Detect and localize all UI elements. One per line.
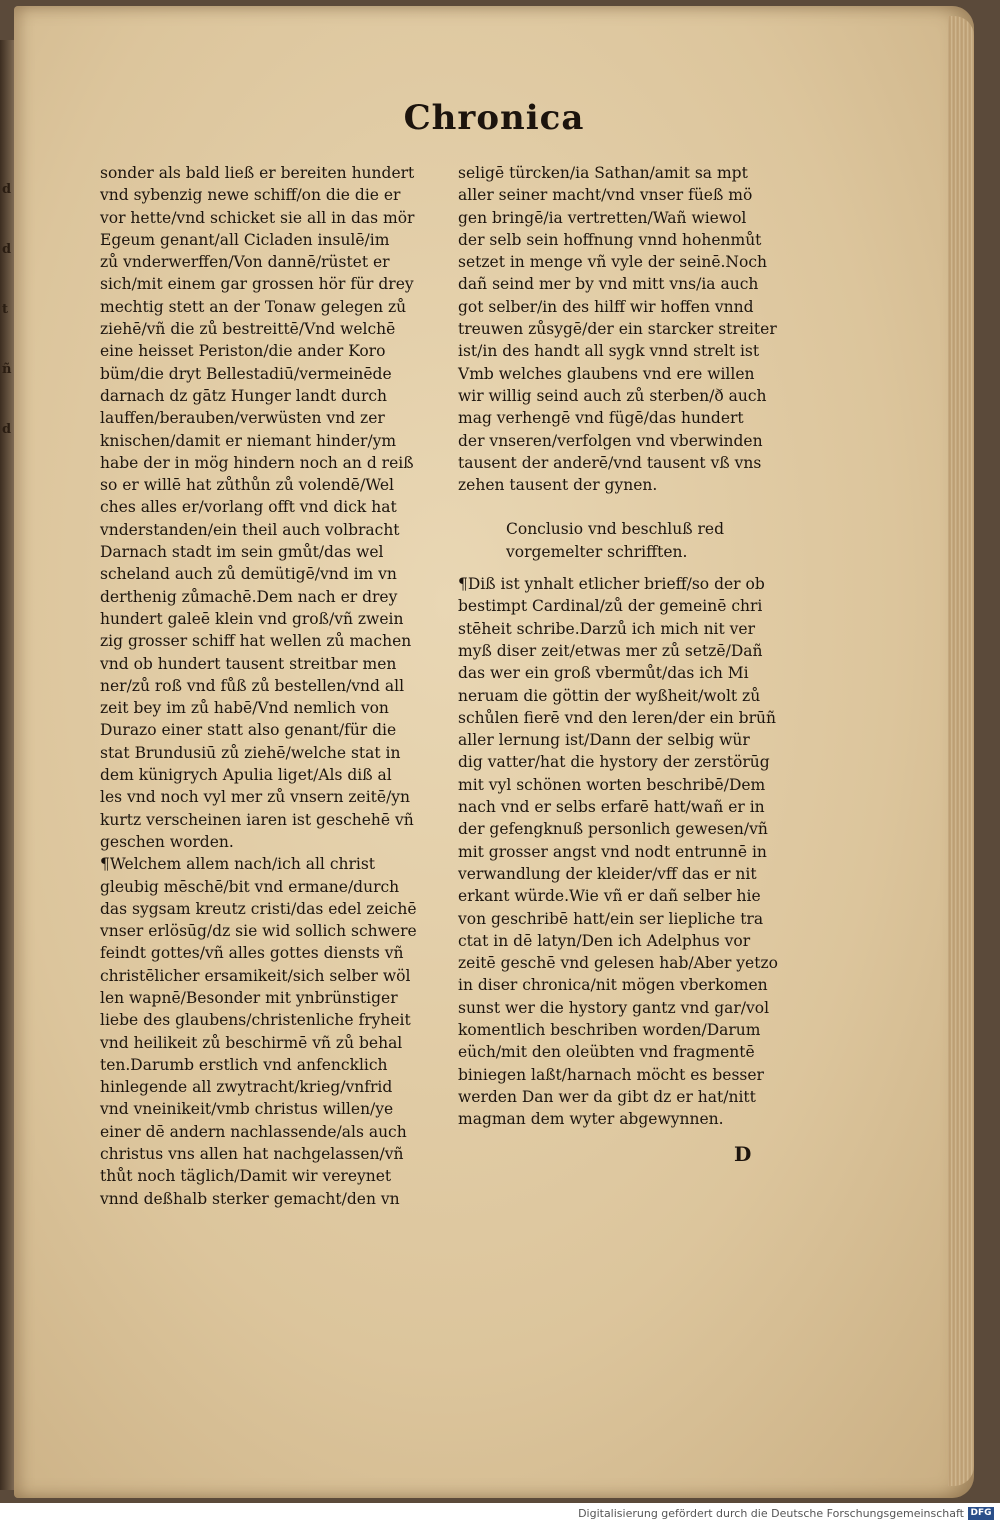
text-line: habe der in mög hindern noch an d reiß: [100, 453, 414, 472]
text-line: bestimpt Cardinal/zů der gemeinē chri: [458, 597, 763, 616]
left-text-column: [100, 162, 450, 1210]
text-line: Durazo einer statt also genant/für die: [100, 721, 397, 740]
text-line: vnser erlösūg/dz sie wid sollich schwere: [100, 922, 417, 941]
text-line: dañ seind mer by vnd mitt vns/ia auch: [458, 275, 759, 294]
text-line: christēlicher ersamikeit/sich selber wöl: [100, 966, 411, 985]
text-line: der gefengknuß personlich gewesen/vñ: [458, 820, 768, 839]
edge-fragment: t: [2, 302, 9, 317]
text-line: das wer ein groß vbermůt/das ich Mi: [458, 664, 749, 683]
text-line: mit grosser angst vnd nodt entrunnē in: [458, 842, 767, 861]
text-line: scheland auch zů demütigē/vnd im vn: [100, 565, 397, 584]
text-line: zig grosser schiff hat wellen zů machen: [100, 632, 412, 651]
text-line: feindt gottes/vñ alles gottes diensts vñ: [100, 944, 404, 963]
text-line: vnd sybenzig newe schiff/on die die er: [100, 186, 401, 205]
text-line: so er willē hat zůthůn zů volendē/Wel: [100, 476, 394, 495]
right-text-column: [458, 162, 808, 1130]
text-line: gen bringē/ia vertretten/Wañ wiewol: [458, 208, 747, 227]
text-line: in diser chronica/nit mögen vberkomen: [458, 976, 768, 995]
text-line: von geschribē hatt/ein ser liepliche tra: [458, 909, 764, 928]
text-line: vnnd deßhalb sterker gemacht/den vn: [100, 1189, 400, 1208]
edge-fragment: ñ: [2, 362, 12, 377]
text-line: zů vnderwerffen/Von dannē/rüstet er: [100, 253, 390, 272]
text-line: werden Dan wer da gibt dz er hat/nitt: [458, 1087, 756, 1106]
text-line: lauffen/berauben/verwüsten vnd zer: [100, 409, 385, 428]
text-line: einer dē andern nachlassende/als auch: [100, 1122, 407, 1141]
text-line: büm/die dryt Bellestadiū/vermeinēde: [100, 364, 392, 383]
text-line: gleubig mēschē/bit vnd ermane/durch: [100, 877, 400, 896]
text-line: seligē türcken/ia Sathan/amit sa mpt: [458, 164, 748, 182]
text-line: ctat in dē latyn/Den ich Adelphus vor: [458, 931, 751, 950]
text-line: len wapnē/Besonder mit ynbrünstiger: [100, 988, 398, 1007]
text-line: thůt noch täglich/Damit wir vereynet: [100, 1167, 392, 1186]
text-line: dem künigrych Apulia liget/Als diß al: [100, 766, 392, 785]
text-line: tausent der anderē/vnd tausent vß vns: [458, 453, 762, 472]
edge-fragment: d: [2, 422, 12, 437]
right-column-top-text: [458, 162, 808, 496]
text-line: ¶Diß ist ynhalt etlicher brieff/so der ob: [458, 575, 765, 594]
text-line: vnd vneinikeit/vmb christus willen/ye: [100, 1100, 394, 1119]
text-line: treuwen zůsygē/der ein starcker streiter: [458, 320, 777, 339]
text-line: komentlich beschriben worden/Darum: [458, 1020, 761, 1039]
text-line: aller seiner macht/vnd vnser füeß mö: [458, 186, 753, 205]
text-line: darnach dz gātz Hunger landt durch: [100, 386, 388, 405]
text-line: das sygsam kreutz cristi/das edel zeichē: [100, 899, 417, 918]
text-line: ten.Darumb erstlich vnd anfencklich: [100, 1055, 388, 1074]
text-line: aller lernung ist/Dann der selbig wür: [458, 731, 750, 750]
text-line: vnderstanden/ein theil auch volbracht: [100, 520, 400, 539]
text-line: dig vatter/hat die hystory der zerstörūg: [458, 753, 770, 772]
text-line: stēheit schribe.Darzů ich mich nit ver: [458, 619, 756, 638]
text-line: setzet in menge vñ vyle der seinē.Noch: [458, 253, 767, 272]
book-page: [14, 6, 974, 1498]
text-line: zeit bey im zů habē/Vnd nemlich von: [100, 699, 389, 718]
text-line: mit vyl schönen worten beschribē/Dem: [458, 775, 766, 794]
text-line: ches alles er/vorlang offt vnd dick hat: [100, 498, 397, 517]
text-line: myß diser zeit/etwas mer zů setzē/Dañ: [458, 641, 763, 660]
text-line: knischen/damit er niemant hinder/ym: [100, 431, 397, 450]
text-line: zehen tausent der gynen.: [458, 476, 658, 495]
text-line: vnd ob hundert tausent streitbar men: [100, 654, 397, 673]
text-line: derthenig zůmachē.Dem nach er drey: [100, 587, 398, 606]
dfg-logo: DFG: [968, 1507, 994, 1520]
text-line: ¶Welchem allem nach/ich all christ: [100, 855, 376, 874]
text-line: zeitē geschē vnd gelesen hab/Aber yetzo: [458, 954, 778, 973]
text-line: hinlegende all zwytracht/krieg/vnfrid: [100, 1078, 393, 1097]
right-column-bottom-text: [458, 573, 808, 1130]
text-line: magman dem wyter abgewynnen.: [458, 1110, 724, 1129]
text-line: erkant würde.Wie vñ er dañ selber hie: [458, 887, 761, 906]
catchword: D: [734, 1142, 752, 1166]
heading-line: Conclusio vnd beschluß red: [506, 520, 724, 539]
text-line: neruam die göttin der wyßheit/wolt zů: [458, 686, 761, 705]
text-line: liebe des glaubens/christenliche fryheit: [100, 1011, 411, 1030]
text-line: eüch/mit den oleübten vnd fragmentē: [458, 1043, 755, 1062]
text-line: verwandlung der kleider/vff das er nit: [458, 864, 757, 883]
text-line: geschen worden.: [100, 832, 234, 851]
footer-credit: Digitalisierung gefördert durch die Deutsche Forschungsgemeinschaft: [578, 1507, 964, 1520]
text-line: ziehē/vñ die zů bestreittē/Vnd welchē: [100, 320, 396, 339]
section-heading: [458, 518, 808, 563]
text-line: hundert galeē klein vnd groß/vñ zwein: [100, 609, 404, 628]
text-line: Egeum genant/all Cicladen insulē/im: [100, 230, 390, 249]
text-line: nach vnd er selbs erfarē hatt/wañ er in: [458, 798, 765, 817]
text-line: ist/in des handt all sygk vnnd strelt ist: [458, 342, 760, 361]
text-line: ner/zů roß vnd fůß zů bestellen/vnd all: [100, 676, 405, 695]
text-line: wir willig seind auch zů sterben/ð auch: [458, 386, 767, 405]
text-line: vnd heilikeit zů beschirmē vñ zů behal: [100, 1033, 403, 1052]
text-line: der selb sein hoffnung vnnd hohenmůt: [458, 230, 762, 249]
text-line: mechtig stett an der Tonaw gelegen zů: [100, 297, 407, 316]
text-line: sich/mit einem gar grossen hör für drey: [100, 275, 414, 294]
text-line: got selber/in des hilff wir hoffen vnnd: [458, 297, 754, 316]
footer-bar: [0, 1503, 1000, 1524]
text-line: stat Brundusiū zů ziehē/welche stat in: [100, 743, 401, 762]
text-line: schůlen fierē vnd den leren/der ein brūñ: [458, 708, 776, 727]
text-line: mag verhengē vnd fügē/das hundert: [458, 409, 744, 428]
text-line: der vnseren/verfolgen vnd vberwinden: [458, 431, 763, 450]
text-line: Vmb welches glaubens vnd ere willen: [458, 364, 755, 383]
text-line: kurtz verscheinen iaren ist geschehē vñ: [100, 810, 414, 829]
page-edges: [948, 16, 974, 1486]
text-line: les vnd noch vyl mer zů vnsern zeitē/yn: [100, 788, 411, 807]
edge-fragment: d: [2, 242, 12, 257]
running-head: Chronica: [403, 98, 585, 138]
text-line: eine heisset Periston/die ander Koro: [100, 342, 386, 361]
text-line: Darnach stadt im sein gmůt/das wel: [100, 543, 384, 562]
heading-line: vorgemelter schrifften.: [506, 542, 688, 561]
text-line: vor hette/vnd schicket sie all in das mör: [100, 208, 415, 227]
edge-fragment: d: [2, 182, 12, 197]
text-line: biniegen laßt/harnach möcht es besser: [458, 1065, 764, 1084]
text-line: christus vns allen hat nachgelassen/vñ: [100, 1145, 404, 1164]
text-line: sunst wer die hystory gantz vnd gar/vol: [458, 998, 770, 1017]
text-line: sonder als bald ließ er bereiten hundert: [100, 164, 415, 182]
